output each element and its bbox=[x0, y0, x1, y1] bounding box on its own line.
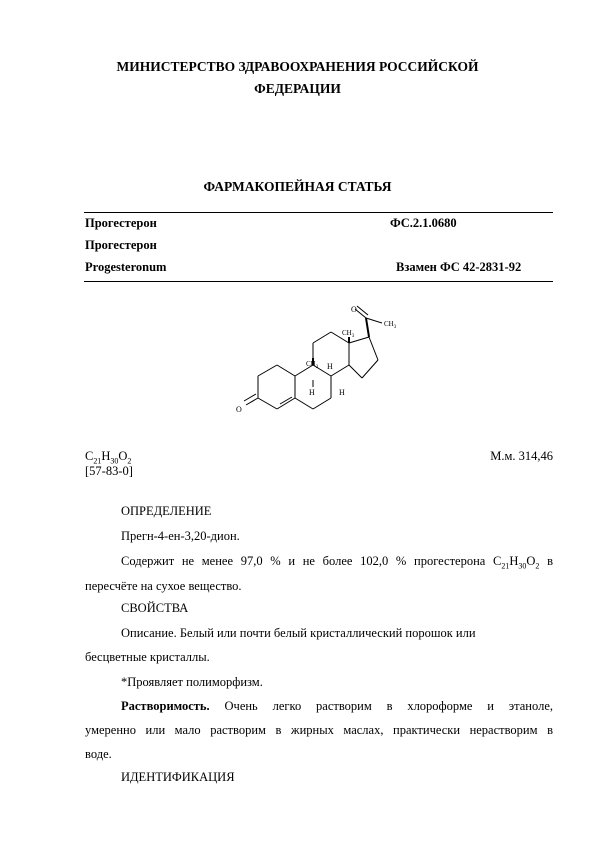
label-oxygen-20: O bbox=[351, 305, 357, 314]
polymorphism-note: *Проявляет полиморфизм. bbox=[121, 675, 263, 689]
label-h-8: H bbox=[327, 362, 333, 371]
label-h-14: H bbox=[339, 388, 345, 397]
solubility-line-2: умеренно или мало растворим в жирных маслах, практически нерастворим в bbox=[85, 723, 553, 737]
ministry-line-1: МИНИСТЕРСТВО ЗДРАВООХРАНЕНИЯ РОССИЙСКОЙ bbox=[116, 59, 479, 74]
document-title: ФАРМАКОПЕЙНАЯ СТАТЬЯ bbox=[203, 179, 392, 194]
section-definition-title: ОПРЕДЕЛЕНИЕ bbox=[121, 504, 212, 518]
molecular-formula: $C_{21}H_{30}O_2$ bbox=[85, 449, 132, 466]
solubility-line-1: Растворимость. Очень легко растворим в хлороформе и этаноле, bbox=[121, 699, 553, 713]
label-ch3-18: $CH_3$ bbox=[342, 329, 355, 339]
section-properties-title: СВОЙСТВА bbox=[121, 601, 189, 615]
molecular-mass: М.м. 314,46 bbox=[490, 449, 553, 463]
cas-number: [57-83-0] bbox=[85, 464, 133, 478]
description-line-1: Описание. Белый или почти белый кристаллический порошок или bbox=[121, 626, 476, 640]
content-line-1: Содержит не менее 97,0 % и не более 102,0 % прогестерона $C_{21}H_{30}O_2$ в bbox=[121, 554, 553, 571]
name-russian-2: Прогестерон bbox=[85, 238, 157, 252]
section-identification-title: ИДЕНТИФИКАЦИЯ bbox=[121, 770, 235, 784]
label-ch3-19: $CH_3$ bbox=[306, 360, 319, 370]
label-oxygen-3: O bbox=[236, 405, 242, 414]
article-code: ФС.2.1.0680 bbox=[390, 216, 457, 230]
definition-name: Прегн-4-ен-3,20-дион. bbox=[121, 529, 240, 543]
solubility-line-3: воде. bbox=[85, 747, 112, 761]
label-ch3-21: $CH_3$ bbox=[384, 320, 397, 330]
content-line-2: пересчёте на сухое вещество. bbox=[85, 579, 242, 593]
description-line-2: бесцветные кристаллы. bbox=[85, 650, 210, 664]
name-russian-1: Прогестерон bbox=[85, 216, 157, 230]
label-h-9: H bbox=[309, 388, 315, 397]
name-latin: Progesteronum bbox=[85, 260, 167, 274]
replaces-code: Взамен ФС 42-2831-92 bbox=[396, 260, 522, 274]
ministry-line-2: ФЕДЕРАЦИИ bbox=[254, 81, 341, 96]
